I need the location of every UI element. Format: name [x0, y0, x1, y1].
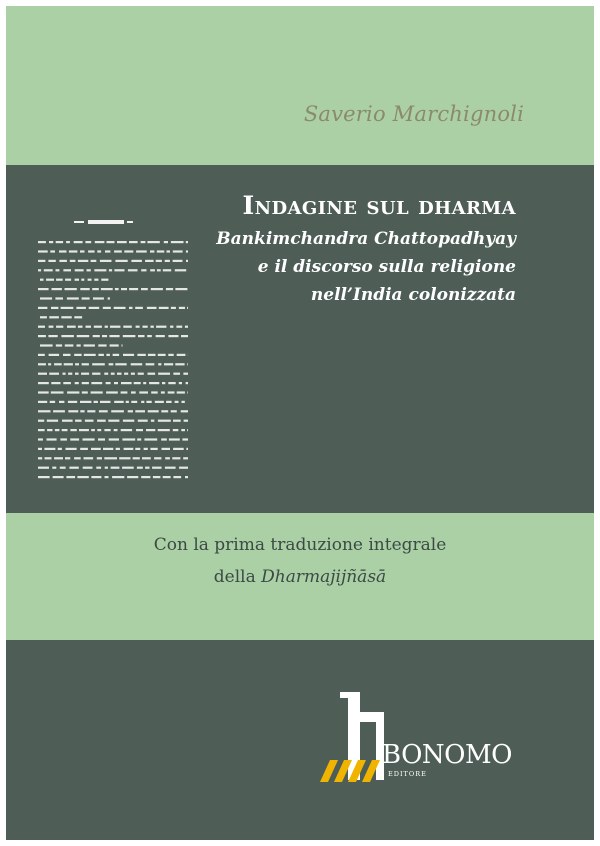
translation-note-prefix: della	[213, 567, 262, 587]
book-subtitle	[216, 225, 516, 309]
subtitle-line: nell’India colonizzata	[310, 285, 516, 305]
document-facsimile-icon	[20, 203, 200, 503]
publisher-name: BONOMO	[382, 740, 512, 770]
title-band	[6, 165, 594, 513]
middle-band	[6, 513, 594, 640]
author-name: Saverio Marchignoli	[303, 102, 524, 126]
subtitle-line: Bankimchandra Chattopadhyay	[216, 229, 516, 249]
translation-note-line: Con la prima traduzione integrale	[153, 535, 447, 555]
translation-note-line	[6, 567, 594, 587]
top-band	[6, 6, 594, 165]
subtitle-line: e il discorso sulla religione	[257, 257, 516, 277]
publisher-subtitle: EDITORE	[388, 770, 427, 778]
book-cover	[6, 6, 594, 840]
book-title: Indagine sul dharma	[242, 191, 516, 220]
work-title: Dharmajijñāsā	[261, 567, 387, 587]
publisher-logo	[316, 680, 536, 790]
bottom-band	[6, 640, 594, 840]
